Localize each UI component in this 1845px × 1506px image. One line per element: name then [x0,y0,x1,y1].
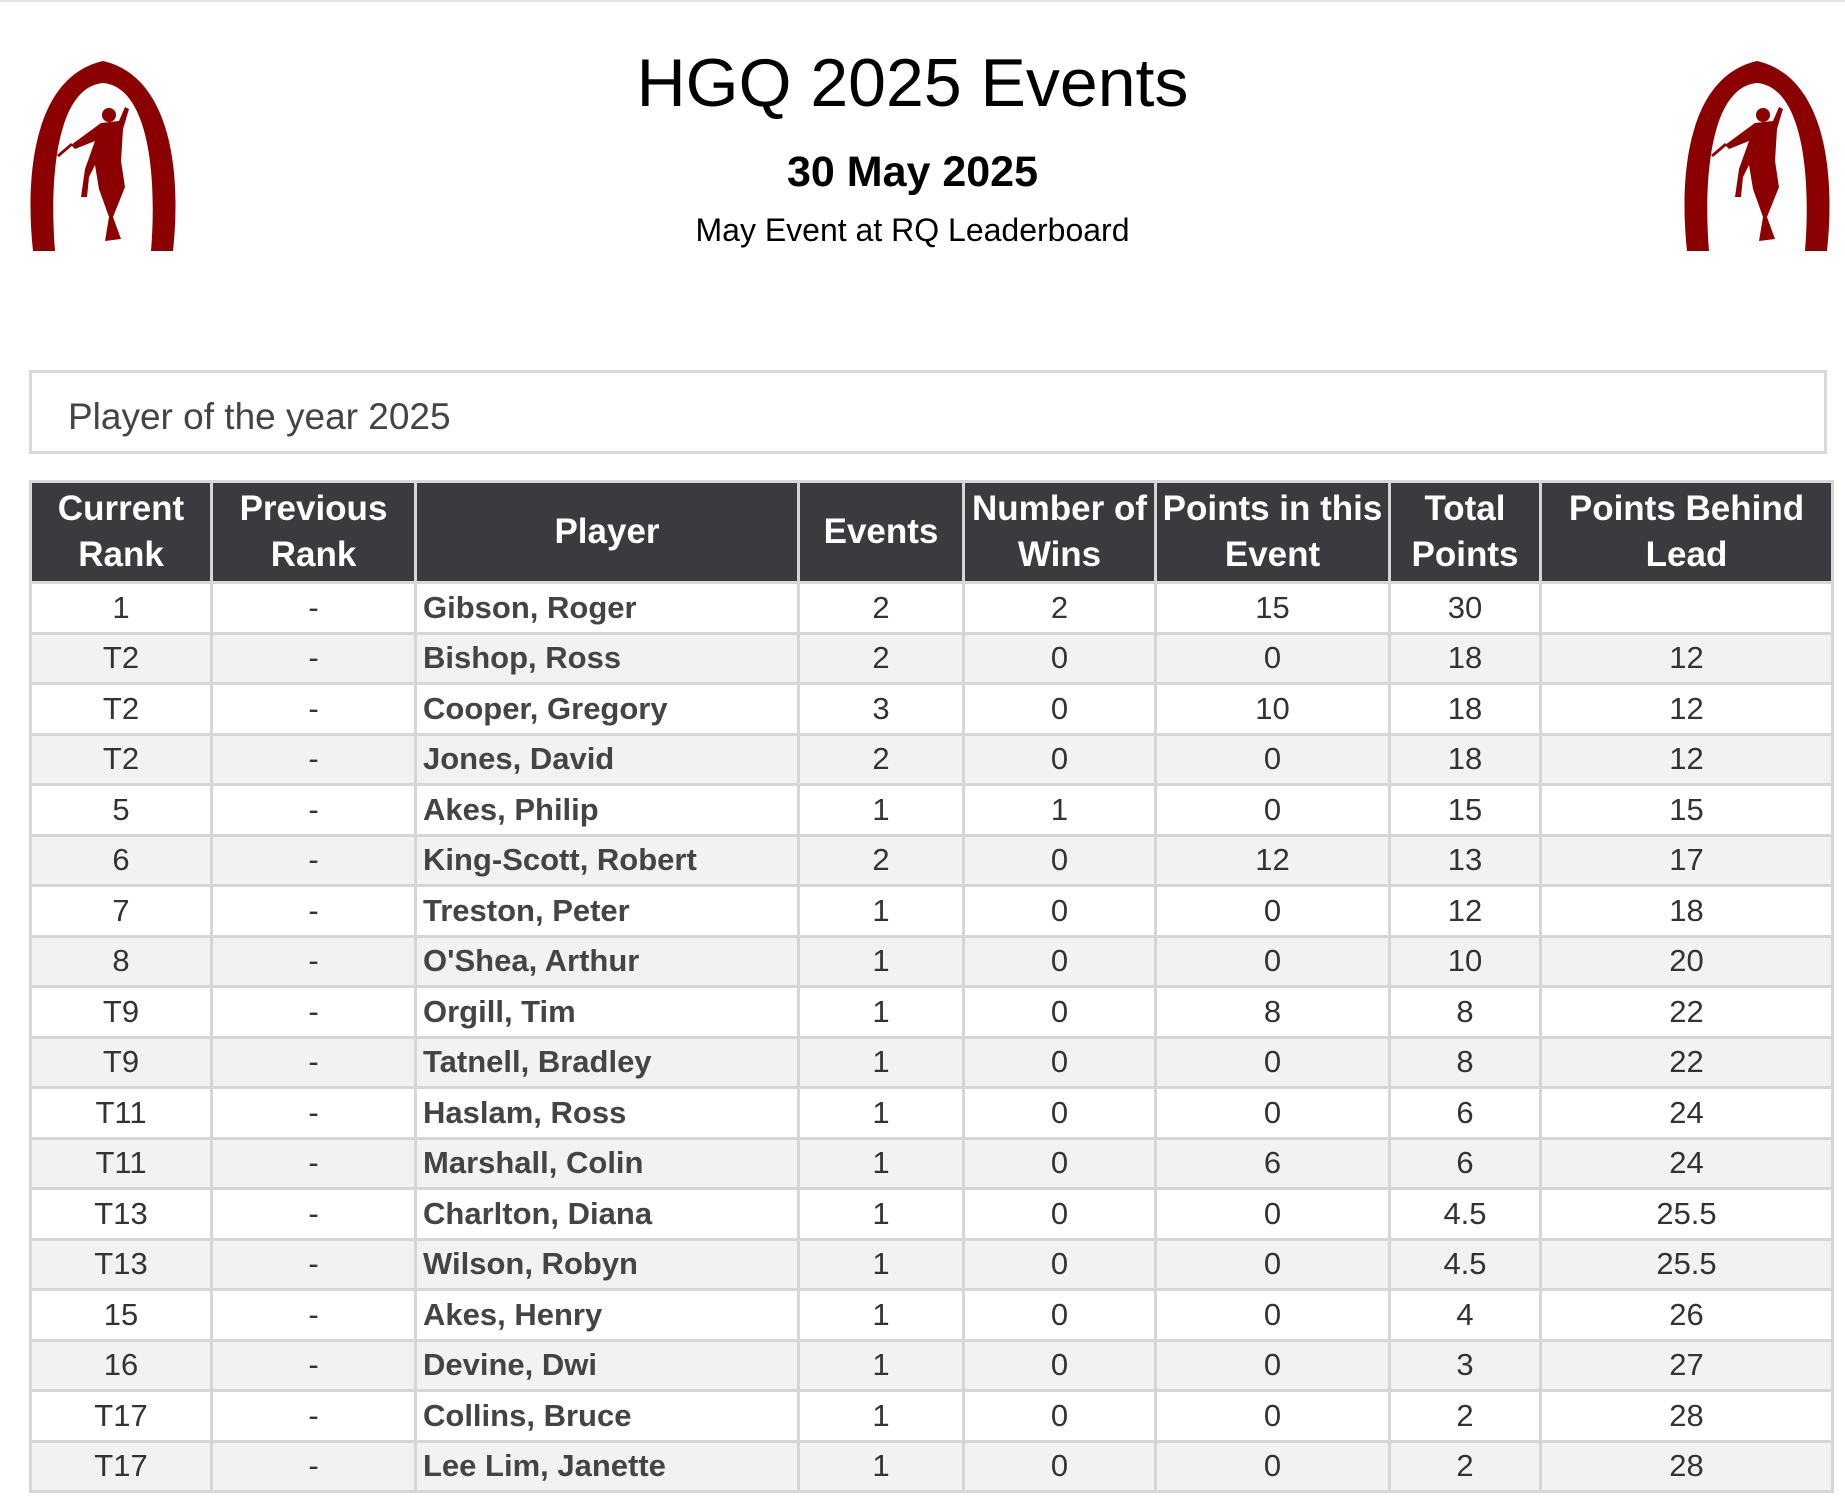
header-row [31,482,1833,583]
cell-previous-rank: - [212,684,416,735]
cell-previous-rank: - [212,1290,416,1341]
table-row [31,936,1833,987]
cell-points-behind-lead: 15 [1541,785,1833,836]
cell-previous-rank: - [212,1037,416,1088]
cell-number-of-wins: 0 [964,684,1156,735]
cell-number-of-wins: 0 [964,1340,1156,1391]
cell-current-rank: 1 [31,583,212,634]
cell-previous-rank: - [212,633,416,684]
cell-events: 1 [799,785,964,836]
cell-points-behind-lead: 24 [1541,1088,1833,1139]
cell-events: 2 [799,734,964,785]
cell-player: Lee Lim, Janette [416,1441,799,1492]
cell-previous-rank: - [212,1088,416,1139]
cell-total-points: 2 [1390,1391,1541,1442]
table-row [31,1239,1833,1290]
cell-current-rank: 5 [31,785,212,836]
cell-current-rank: T2 [31,734,212,785]
cell-total-points: 12 [1390,886,1541,937]
cell-current-rank: T17 [31,1441,212,1492]
cell-player: Marshall, Colin [416,1138,799,1189]
cell-player: Akes, Philip [416,785,799,836]
cell-points-in-this-event: 0 [1156,1189,1390,1240]
cell-current-rank: 6 [31,835,212,886]
cell-previous-rank: - [212,835,416,886]
cell-points-in-this-event: 0 [1156,1290,1390,1341]
cell-current-rank: T13 [31,1239,212,1290]
cell-events: 1 [799,1340,964,1391]
cell-points-behind-lead: 22 [1541,1037,1833,1088]
section-panel [29,370,1827,454]
cell-total-points: 18 [1390,734,1541,785]
cell-current-rank: 8 [31,936,212,987]
cell-player: Akes, Henry [416,1290,799,1341]
page-title: HGQ 2025 Events [636,45,1189,121]
table-row [31,633,1833,684]
cell-previous-rank: - [212,987,416,1038]
cell-number-of-wins: 0 [964,1088,1156,1139]
cell-points-in-this-event: 0 [1156,633,1390,684]
cell-points-behind-lead: 24 [1541,1138,1833,1189]
table-row [31,1088,1833,1139]
cell-previous-rank: - [212,1441,416,1492]
table-row [31,886,1833,937]
cell-events: 1 [799,936,964,987]
cell-player: Haslam, Ross [416,1088,799,1139]
cell-points-behind-lead: 18 [1541,886,1833,937]
cell-events: 3 [799,684,964,735]
cell-number-of-wins: 0 [964,1037,1156,1088]
cell-total-points: 15 [1390,785,1541,836]
cell-player: Wilson, Robyn [416,1239,799,1290]
cell-points-in-this-event: 12 [1156,835,1390,886]
column-header-total-points: Total Points [1390,482,1541,583]
cell-points-behind-lead: 27 [1541,1340,1833,1391]
cell-total-points: 3 [1390,1340,1541,1391]
cell-points-in-this-event: 15 [1156,583,1390,634]
cell-number-of-wins: 0 [964,633,1156,684]
cell-current-rank: 16 [31,1340,212,1391]
cell-points-in-this-event: 6 [1156,1138,1390,1189]
cell-number-of-wins: 0 [964,1189,1156,1240]
table-row [31,1441,1833,1492]
cell-points-in-this-event: 10 [1156,684,1390,735]
cell-points-in-this-event: 8 [1156,987,1390,1038]
cell-total-points: 8 [1390,987,1541,1038]
table-row [31,1138,1833,1189]
cell-events: 2 [799,633,964,684]
cell-current-rank: T2 [31,633,212,684]
cell-events: 1 [799,1088,964,1139]
cell-number-of-wins: 0 [964,1391,1156,1442]
cell-points-behind-lead: 12 [1541,684,1833,735]
cell-points-in-this-event: 0 [1156,886,1390,937]
cell-total-points: 4.5 [1390,1239,1541,1290]
cell-points-in-this-event: 0 [1156,1088,1390,1139]
cell-number-of-wins: 0 [964,1441,1156,1492]
section-title: Player of the year 2025 [68,396,451,437]
cell-events: 1 [799,1441,964,1492]
cell-current-rank: T9 [31,987,212,1038]
cell-total-points: 18 [1390,633,1541,684]
table-row [31,734,1833,785]
cell-current-rank: T2 [31,684,212,735]
cell-number-of-wins: 0 [964,987,1156,1038]
table-row [31,1290,1833,1341]
table-row [31,835,1833,886]
cell-points-behind-lead: 28 [1541,1391,1833,1442]
table-row [31,1391,1833,1442]
cell-total-points: 8 [1390,1037,1541,1088]
cell-points-behind-lead: 17 [1541,835,1833,886]
cell-number-of-wins: 0 [964,1290,1156,1341]
cell-previous-rank: - [212,785,416,836]
table-row [31,1340,1833,1391]
cell-events: 1 [799,1037,964,1088]
cell-player: Jones, David [416,734,799,785]
cell-player: Charlton, Diana [416,1189,799,1240]
cell-player: King-Scott, Robert [416,835,799,886]
table-row [31,583,1833,634]
cell-points-behind-lead: 28 [1541,1441,1833,1492]
cell-player: Orgill, Tim [416,987,799,1038]
cell-points-behind-lead: 12 [1541,734,1833,785]
cell-total-points: 6 [1390,1138,1541,1189]
cell-player: Cooper, Gregory [416,684,799,735]
cell-points-behind-lead: 12 [1541,633,1833,684]
cell-player: Bishop, Ross [416,633,799,684]
table-row [31,1037,1833,1088]
column-header-player: Player [416,482,799,583]
cell-points-behind-lead: 25.5 [1541,1189,1833,1240]
cell-points-behind-lead: 26 [1541,1290,1833,1341]
table-body [31,583,1833,1492]
cell-points-in-this-event: 0 [1156,936,1390,987]
column-header-points-behind-lead: Points Behind Lead [1541,482,1833,583]
cell-number-of-wins: 0 [964,734,1156,785]
cell-events: 1 [799,1138,964,1189]
column-header-events: Events [799,482,964,583]
table-row [31,785,1833,836]
cell-previous-rank: - [212,1239,416,1290]
cell-current-rank: T11 [31,1138,212,1189]
cell-previous-rank: - [212,1189,416,1240]
cell-player: Gibson, Roger [416,583,799,634]
table-row [31,684,1833,735]
cell-total-points: 4.5 [1390,1189,1541,1240]
cell-number-of-wins: 1 [964,785,1156,836]
cell-points-in-this-event: 0 [1156,1239,1390,1290]
cell-points-behind-lead: 25.5 [1541,1239,1833,1290]
cell-number-of-wins: 0 [964,1239,1156,1290]
cell-total-points: 4 [1390,1290,1541,1341]
cell-total-points: 10 [1390,936,1541,987]
cell-number-of-wins: 2 [964,583,1156,634]
cell-current-rank: T9 [31,1037,212,1088]
cell-previous-rank: - [212,936,416,987]
cell-points-in-this-event: 0 [1156,1340,1390,1391]
cell-events: 1 [799,886,964,937]
cell-player: Devine, Dwi [416,1340,799,1391]
cell-previous-rank: - [212,583,416,634]
cell-player: Tatnell, Bradley [416,1037,799,1088]
cell-previous-rank: - [212,1340,416,1391]
cell-total-points: 2 [1390,1441,1541,1492]
cell-points-behind-lead: 22 [1541,987,1833,1038]
cell-points-behind-lead [1541,583,1833,634]
cell-total-points: 6 [1390,1088,1541,1139]
cell-points-in-this-event: 0 [1156,1391,1390,1442]
cell-player: Treston, Peter [416,886,799,937]
column-header-number-of-wins: Number of Wins [964,482,1156,583]
cell-events: 1 [799,1290,964,1341]
event-date: 30 May 2025 [786,148,1039,196]
cell-current-rank: T13 [31,1189,212,1240]
cell-player: Collins, Bruce [416,1391,799,1442]
cell-total-points: 18 [1390,684,1541,735]
cell-points-in-this-event: 0 [1156,1441,1390,1492]
table-header [31,482,1833,583]
cell-previous-rank: - [212,886,416,937]
page-header [0,0,1845,330]
cell-events: 2 [799,835,964,886]
cell-number-of-wins: 0 [964,936,1156,987]
page-subtitle: May Event at RQ Leaderboard [695,212,1130,248]
leaderboard-table [29,480,1834,1493]
cell-number-of-wins: 0 [964,835,1156,886]
cell-current-rank: 15 [31,1290,212,1341]
cell-points-in-this-event: 0 [1156,785,1390,836]
cell-number-of-wins: 0 [964,1138,1156,1189]
cell-current-rank: T17 [31,1391,212,1442]
cell-events: 1 [799,1189,964,1240]
cell-total-points: 13 [1390,835,1541,886]
cell-total-points: 30 [1390,583,1541,634]
cell-previous-rank: - [212,1391,416,1442]
cell-current-rank: T11 [31,1088,212,1139]
table-row [31,1189,1833,1240]
cell-number-of-wins: 0 [964,886,1156,937]
cell-points-in-this-event: 0 [1156,734,1390,785]
cell-events: 2 [799,583,964,634]
column-header-previous-rank: Previous Rank [212,482,416,583]
table-row [31,987,1833,1038]
cell-previous-rank: - [212,1138,416,1189]
cell-events: 1 [799,1391,964,1442]
cell-points-behind-lead: 20 [1541,936,1833,987]
cell-player: O'Shea, Arthur [416,936,799,987]
cell-current-rank: 7 [31,886,212,937]
column-header-current-rank: Current Rank [31,482,212,583]
cell-points-in-this-event: 0 [1156,1037,1390,1088]
cell-events: 1 [799,987,964,1038]
column-header-points-in-this-event: Points in this Event [1156,482,1390,583]
cell-previous-rank: - [212,734,416,785]
cell-events: 1 [799,1239,964,1290]
